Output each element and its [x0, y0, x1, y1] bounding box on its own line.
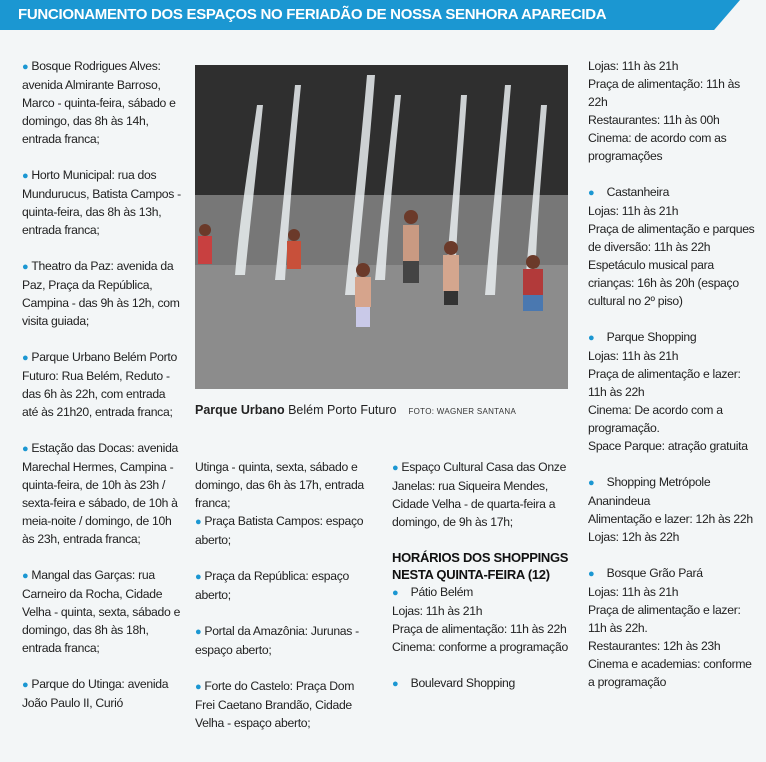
shopping-name: ● Bosque Grão Pará	[588, 566, 703, 580]
bullet-icon: ●	[22, 261, 29, 273]
photo-caption: Parque Urbano Belém Porto Futuro FOTO: WAGNER SANTANA	[195, 403, 517, 417]
page-title: FUNCIONAMENTO DOS ESPAÇOS NO FERIADÃO DE NOSSA SENHORA APARECIDA	[18, 6, 607, 23]
bullet-icon: ●	[22, 679, 29, 691]
hours-line: Lojas: 11h às 21h	[392, 604, 483, 618]
bullet-icon: ●	[392, 462, 399, 474]
list-item: ● Praça da República: espaço aberto;	[195, 569, 349, 602]
fountain-photo	[195, 65, 568, 389]
hours-line: Cinema: de acordo com as programações	[588, 131, 727, 163]
bullet-icon: ●	[392, 678, 399, 690]
list-item: ● Portal da Amazônia: Jurunas - espaço aberto;	[195, 624, 359, 657]
shopping-name: ● Castanheira	[588, 185, 670, 199]
bullet-icon: ●	[22, 352, 29, 364]
bullet-icon: ●	[22, 570, 29, 582]
list-item: ● Espaço Cultural Casa das Onze Janelas: rua Siqueira Mendes, Cidade Velha - de quarta-feira a domingo, de 9h às 17h;	[392, 460, 567, 529]
column-4	[588, 57, 758, 691]
list-item: ● Parque Urbano Belém Porto Futuro: Rua Belém, Reduto - das 6h às 22h, com entrada até às 21h20, entrada franca;	[22, 350, 177, 419]
list-item: ● Estação das Docas: avenida Marechal Hermes, Campina - quinta-feira, de 10h às 23h / sexta-feira e sábado, de 10h à meia-noite / domingo, de 10h às 23h, entrada franca;	[22, 441, 179, 546]
shopping-name: ● Boulevard Shopping	[392, 676, 515, 690]
shopping-name: ● Shopping Metrópole Ananindeua	[588, 475, 711, 508]
hours-line: Cinema: conforme a programação	[392, 640, 568, 654]
photo-illustration	[195, 65, 568, 389]
hours-line: Space Parque: atração gratuita	[588, 439, 748, 453]
hours-line: Cinema e academias: conforme a programação	[588, 657, 752, 689]
bullet-icon: ●	[22, 170, 29, 182]
bullet-icon: ●	[195, 681, 202, 693]
photo-credit: FOTO: WAGNER SANTANA	[408, 407, 517, 416]
list-item: ● Bosque Rodrigues Alves: avenida Almirante Barroso, Marco - quinta-feira, sábado e domingo, das 8h às 14h, entrada franca;	[22, 59, 176, 146]
bullet-icon: ●	[22, 61, 29, 73]
shopping-name: ● Parque Shopping	[588, 330, 697, 344]
list-item: ● Parque do Utinga: avenida João Paulo II, Curió	[22, 677, 169, 710]
hours-line: Praça de alimentação: 11h às 22h	[588, 77, 740, 109]
column-3	[392, 458, 572, 693]
hours-line: Lojas: 11h às 21h	[588, 59, 679, 73]
bullet-icon: ●	[22, 443, 29, 455]
bullet-icon: ●	[588, 477, 595, 489]
list-item: ● Forte do Castelo: Praça Dom Frei Caetano Brandão, Cidade Velha - espaço aberto;	[195, 679, 355, 730]
hours-line: Lojas: 12h às 22h	[588, 530, 680, 544]
bullet-icon: ●	[392, 587, 399, 599]
column-1	[22, 57, 182, 730]
list-item: ● Horto Municipal: rua dos Mundurucus, Batista Campos - quinta-feira, das 8h às 13h, entrada franca;	[22, 168, 181, 237]
hours-line: Restaurantes: 11h às 00h	[588, 113, 720, 127]
list-item: ● Mangal das Garças: rua Carneiro da Rocha, Cidade Velha - quinta, sexta, sábado e domingo, das 8h às 18h, entrada franca;	[22, 568, 181, 655]
hours-line: Restaurantes: 12h às 23h	[588, 639, 721, 653]
shopping-hours-heading: HORÁRIOS DOS SHOPPINGS NESTA QUINTA-FEIRA (12)	[392, 550, 569, 582]
hours-line: Praça de alimentação e lazer: 11h às 22h.	[588, 603, 741, 635]
hours-line: Lojas: 11h às 21h	[588, 349, 679, 363]
bullet-icon: ●	[195, 626, 202, 638]
hours-line: Lojas: 11h às 21h	[588, 585, 679, 599]
bullet-icon: ●	[588, 568, 595, 580]
list-item: ● Theatro da Paz: avenida da Paz, Praça da República, Campina - das 9h às 12h, com visita guiada;	[22, 259, 180, 328]
shopping-name: ● Pátio Belém	[392, 585, 474, 599]
column-2	[195, 458, 373, 750]
hours-line: Praça de alimentação: 11h às 22h	[392, 622, 567, 636]
bullet-icon: ●	[588, 187, 595, 199]
bullet-icon: ●	[195, 516, 202, 528]
list-item: ● Praça Batista Campos: espaço aberto;	[195, 514, 364, 547]
hours-line: Praça de alimentação e parques de diversão: 11h às 22h	[588, 222, 755, 254]
hours-line: Espetáculo musical para crianças: 16h às 20h (espaço cultural no 2º piso)	[588, 258, 739, 308]
hours-line: Lojas: 11h às 21h	[588, 204, 679, 218]
bullet-icon: ●	[588, 332, 595, 344]
list-item-continued: Utinga - quinta, sexta, sábado e domingo, das 6h às 17h, entrada franca;	[195, 460, 364, 510]
hours-line: Praça de alimentação e lazer: 11h às 22h	[588, 367, 741, 399]
bullet-icon: ●	[195, 571, 202, 583]
hours-line: Cinema: De acordo com a programação.	[588, 403, 723, 435]
hours-line: Alimentação e lazer: 12h às 22h	[588, 512, 753, 526]
